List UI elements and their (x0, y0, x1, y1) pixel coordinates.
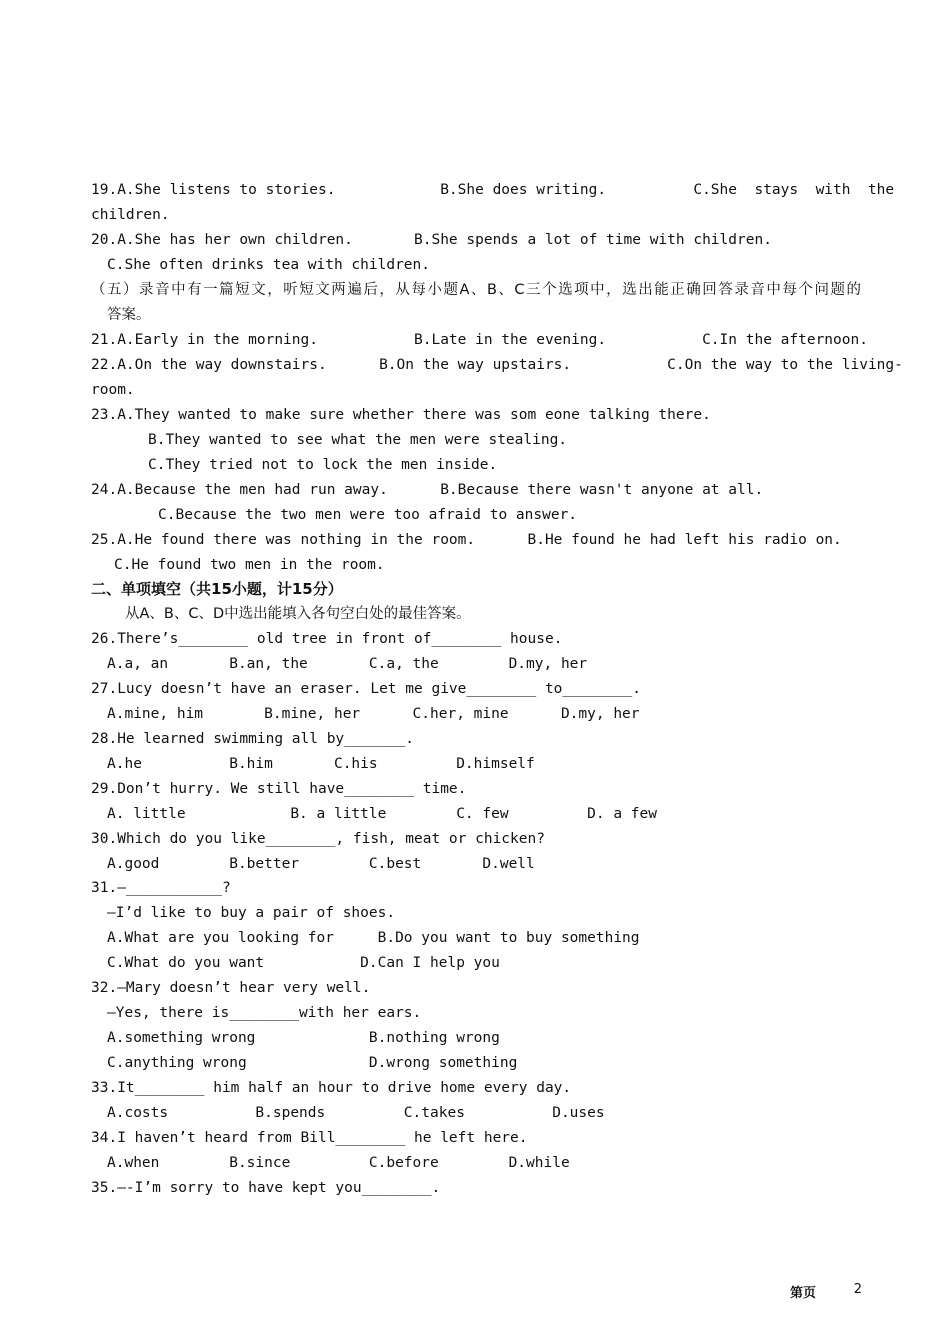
q23-option-c: C.They tried not to lock the men inside. (148, 457, 498, 473)
q20-options: 20.A.She has her own children. B.She spends a lot of time with children. (91, 232, 772, 248)
page-footer (790, 1282, 862, 1301)
q30-options: A.good B.better C.best D.well (107, 856, 535, 872)
q30-stem: 30.Which do you like________, fish, meat or chicken? (91, 831, 545, 847)
q19-options-cont: children. (91, 207, 170, 223)
q34-options: A.when B.since C.before D.while (107, 1155, 570, 1171)
q29-stem: 29.Don’t hurry. We still have________ time. (91, 781, 467, 797)
q26-stem: 26.There’s________ old tree in front of________ house. (91, 631, 563, 647)
q22-options: 22.A.On the way downstairs. B.On the way upstairs. C.On the way to the living- (91, 357, 903, 373)
q32-options-cd: C.anything wrong D.wrong something (107, 1055, 518, 1071)
q33-stem: 33.It________ him half an hour to drive home every day. (91, 1080, 572, 1096)
section-2-heading: 二、单项填空（共15小题，计15分） (91, 580, 343, 598)
q29-options: A. little B. a little C. few D. a few (107, 806, 657, 822)
section-5-instruction-cont: 答案。 (107, 307, 151, 323)
q31-options-cd: C.What do you want D.Can I help you (107, 955, 500, 971)
q24-options: 24.A.Because the men had run away. B.Because there wasn't anyone at all. (91, 482, 764, 498)
section-2-instruction: 从A、B、C、D中选出能填入各句空白处的最佳答案。 (125, 606, 471, 622)
q26-options: A.a, an B.an, the C.a, the D.my, her (107, 656, 588, 672)
q21-options: 21.A.Early in the morning. B.Late in the evening. C.In the afternoon. (91, 332, 868, 348)
q27-options: A.mine, him B.mine, her C.her, mine D.my, her (107, 706, 640, 722)
q35-stem: 35.—-I’m sorry to have kept you________. (91, 1180, 441, 1196)
q28-stem: 28.He learned swimming all by_______. (91, 731, 415, 747)
q31-stem: 31.—___________? (91, 880, 231, 896)
q32-options-ab: A.something wrong B.nothing wrong (107, 1030, 500, 1046)
q25-options: 25.A.He found there was nothing in the room. B.He found he had left his radio on. (91, 532, 842, 548)
q33-options: A.costs B.spends C.takes D.uses (107, 1105, 605, 1121)
q23-option-a: 23.A.They wanted to make sure whether there was som eone talking there. (91, 407, 711, 423)
q27-stem: 27.Lucy doesn’t have an eraser. Let me give________ to________. (91, 681, 641, 697)
q19-options: 19.A.She listens to stories. B.She does writing. C.She stays with the (91, 182, 895, 198)
footer-page-label: 第页 (790, 1286, 817, 1301)
q28-options: A.he B.him C.his D.himself (107, 756, 535, 772)
q32-stem: 32.—Mary doesn’t hear very well. (91, 980, 371, 996)
q24-option-c: C.Because the two men were too afraid to answer. (158, 507, 578, 523)
footer-page-number: 2 (853, 1282, 862, 1297)
section-5-instruction: （五）录音中有一篇短文，听短文两遍后，从每小题A、B、C三个选项中，选出能正确回答录音中每个问题的 (91, 282, 861, 298)
q23-option-b: B.They wanted to see what the men were stealing. (148, 432, 568, 448)
q34-stem: 34.I haven’t heard from Bill________ he left here. (91, 1130, 528, 1146)
q31-dialogue: —I’d like to buy a pair of shoes. (107, 905, 396, 921)
q32-dialogue: —Yes, there is________with her ears. (107, 1005, 422, 1021)
q31-options-ab: A.What are you looking for B.Do you want to buy something (107, 930, 640, 946)
q22-options-cont: room. (91, 382, 135, 398)
q25-option-c: C.He found two men in the room. (114, 557, 385, 573)
q20-option-c: C.She often drinks tea with children. (107, 257, 431, 273)
